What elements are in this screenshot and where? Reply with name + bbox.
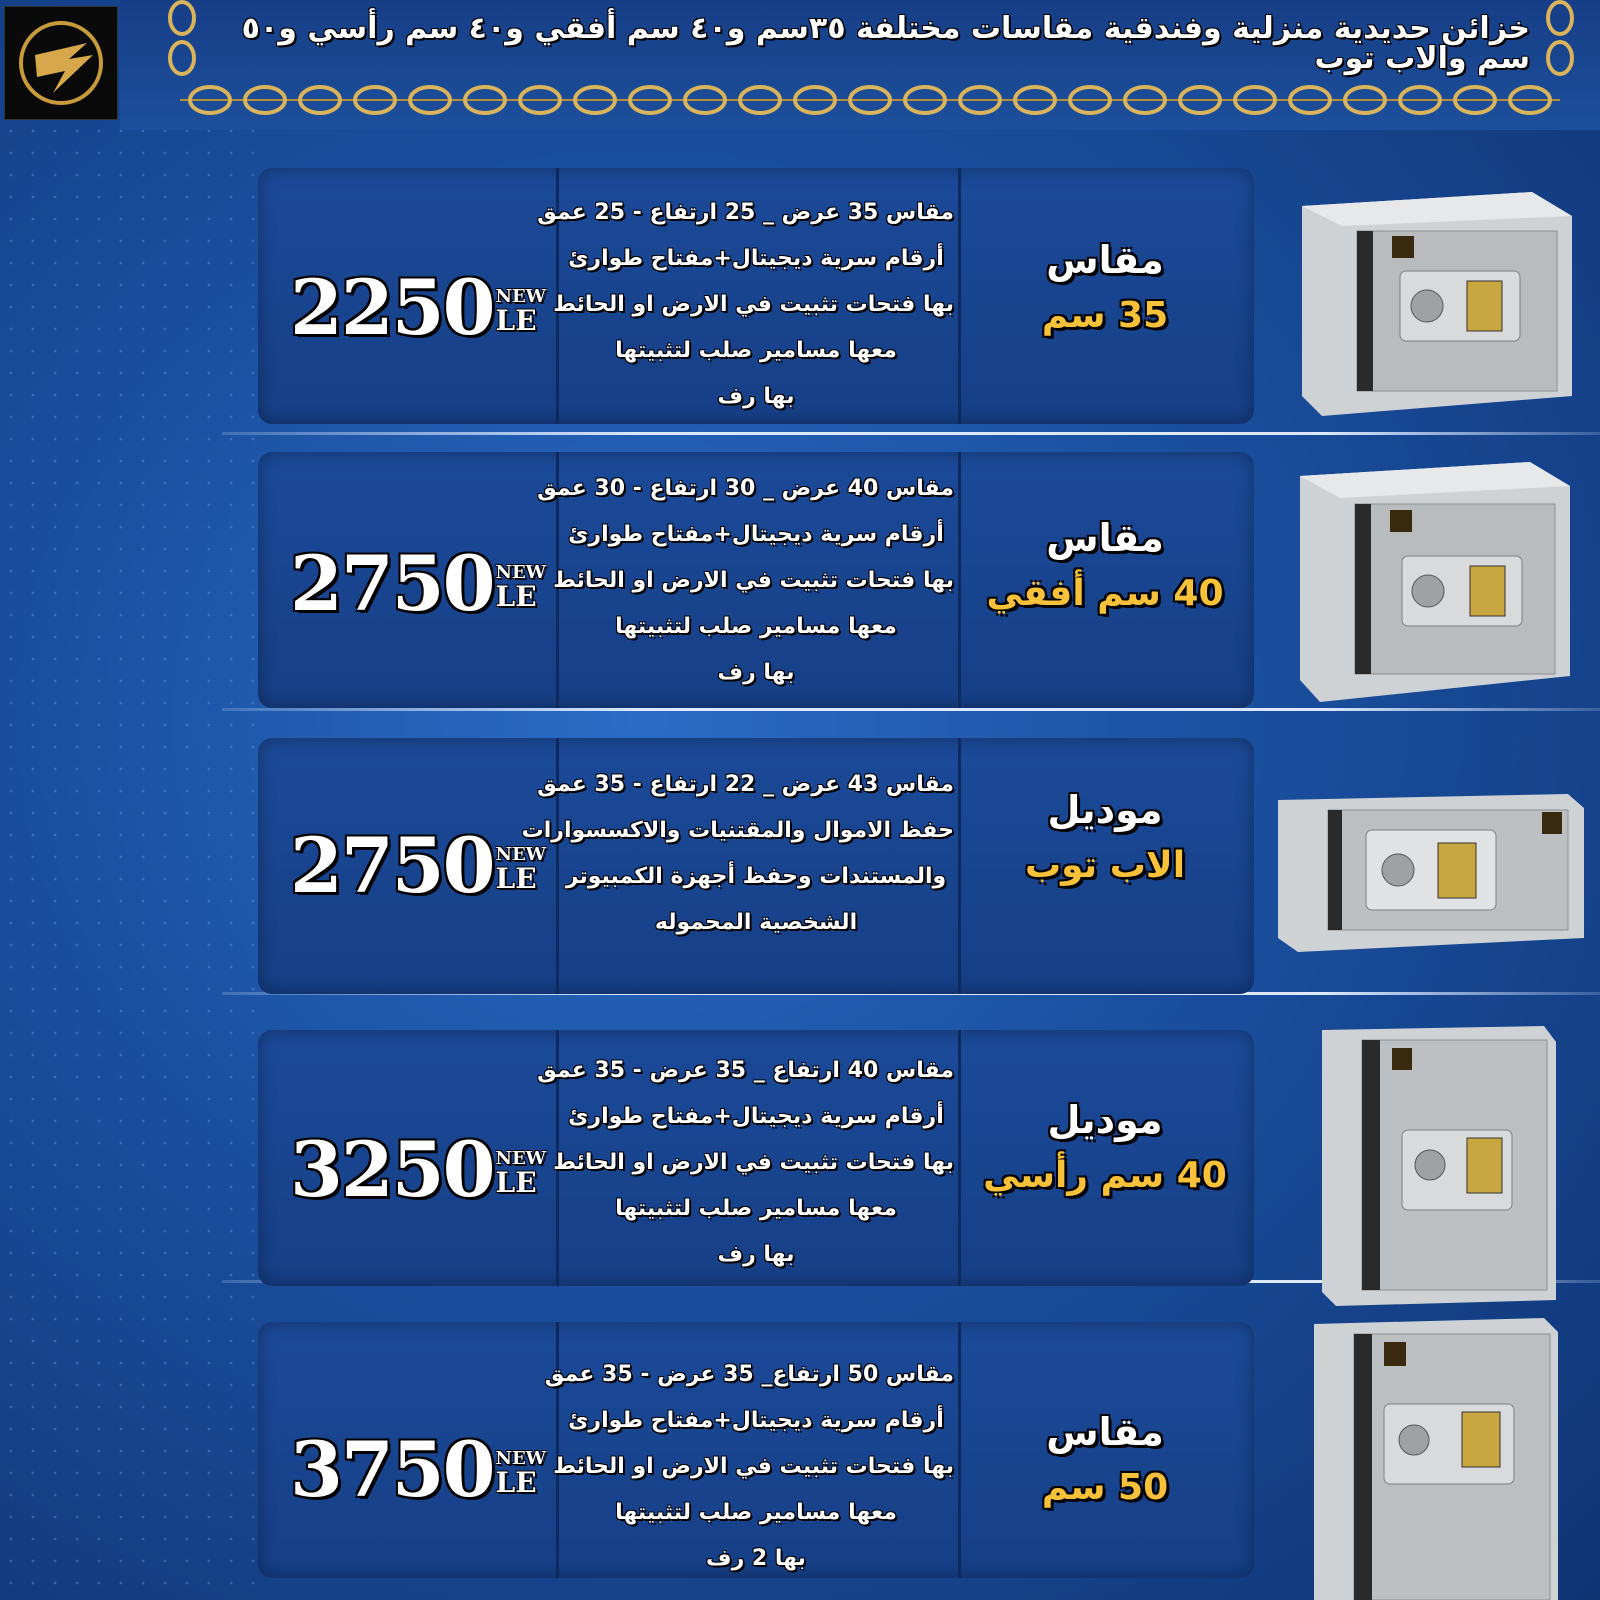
row-separator: [222, 708, 1600, 711]
desc-line: بها رف: [717, 660, 795, 685]
desc-line: بها 2 رف: [706, 1546, 806, 1571]
price-value: 2750: [290, 538, 494, 628]
label-line2: 40 سم رأسي: [983, 1155, 1227, 1196]
label-line2: 50 سم: [1041, 1467, 1169, 1508]
product-label-1: [960, 232, 1250, 344]
desc-line: أرقام سرية ديجيتال+مفتاح طوارئ: [568, 1408, 944, 1433]
safe-image-40cm-horizontal: [1280, 456, 1570, 706]
currency-new: NEW: [495, 1448, 546, 1469]
currency-new: NEW: [495, 844, 546, 865]
desc-line: مقاس 50 ارتفاع_ 35 عرض - 35 عمق: [544, 1362, 954, 1387]
currency-new: NEW: [495, 286, 546, 307]
currency-le: LE: [495, 862, 537, 895]
desc-line: أرقام سرية ديجيتال+مفتاح طوارئ: [568, 1104, 944, 1129]
desc-line: مقاس 35 عرض _ 25 ارتفاع - 25 عمق: [537, 200, 954, 225]
desc-line: أرقام سرية ديجيتال+مفتاح طوارئ: [568, 522, 944, 547]
safe-image-50cm: [1304, 1314, 1566, 1600]
label-line1: مقاس: [1046, 238, 1164, 282]
safe-image-laptop: [1268, 788, 1588, 958]
label-line2: الاب توب: [1024, 845, 1186, 886]
product-description-1: [537, 190, 954, 420]
currency-new: NEW: [495, 1148, 546, 1169]
currency-le: LE: [495, 304, 537, 337]
label-line1: موديل: [1047, 788, 1163, 832]
currency-le: LE: [495, 1166, 537, 1199]
price-value: 2250: [290, 262, 494, 352]
product-price-5: [290, 1424, 546, 1514]
product-description-5: [544, 1352, 954, 1582]
desc-line: مقاس 43 عرض _ 22 ارتفاع - 35 عمق: [537, 772, 954, 797]
desc-line: بها فتحات تثبيت في الارض او الحائط: [553, 1150, 954, 1175]
price-value: 3750: [290, 1424, 494, 1514]
label-line1: موديل: [1047, 1098, 1163, 1142]
desc-line: بها فتحات تثبيت في الارض او الحائط: [553, 1454, 954, 1479]
desc-line: بها فتحات تثبيت في الارض او الحائط: [553, 292, 954, 317]
brand-logo-icon: [13, 15, 109, 111]
desc-line: معها مسامير صلب لتثبيتها: [615, 1500, 897, 1525]
product-price-1: [290, 262, 546, 352]
desc-line: مقاس 40 ارتفاع _ 35 عرض - 35 عمق: [537, 1058, 954, 1083]
desc-line: مقاس 40 عرض _ 30 ارتفاع - 30 عمق: [537, 476, 954, 501]
desc-line: معها مسامير صلب لتثبيتها: [615, 1196, 897, 1221]
desc-line: حفظ الاموال والمقتنيات والاكسسوارات: [521, 818, 954, 843]
desc-line: الشخصية المحموله: [654, 910, 858, 935]
product-description-4: [537, 1048, 954, 1278]
product-label-4: [960, 1092, 1250, 1204]
product-description-2: [537, 466, 954, 696]
page-title: [200, 11, 1530, 76]
label-line1: مقاس: [1046, 1410, 1164, 1454]
product-price-3: [290, 820, 546, 910]
currency-new: NEW: [495, 562, 546, 583]
product-label-5: [960, 1404, 1250, 1516]
currency-le: LE: [495, 580, 537, 613]
desc-line: والمستندات وحفظ أجهزة الكمبيوتر: [565, 864, 947, 889]
label-line1: مقاس: [1046, 516, 1164, 560]
desc-line: بها رف: [717, 1242, 795, 1267]
product-price-2: [290, 538, 546, 628]
product-description-3: [521, 762, 954, 946]
background-dots: [0, 120, 260, 1600]
product-label-3: [960, 782, 1250, 894]
currency-le: LE: [495, 1466, 537, 1499]
row-separator: [222, 432, 1600, 435]
price-value: 3250: [290, 1124, 494, 1214]
label-line2: 35 سم: [1041, 295, 1169, 336]
product-price-4: [290, 1124, 546, 1214]
price-value: 2750: [290, 820, 494, 910]
safe-image-40cm-vertical: [1312, 1020, 1564, 1310]
desc-line: معها مسامير صلب لتثبيتها: [615, 614, 897, 639]
safe-image-35cm: [1282, 186, 1572, 416]
desc-line: معها مسامير صلب لتثبيتها: [615, 338, 897, 363]
desc-line: أرقام سرية ديجيتال+مفتاح طوارئ: [568, 246, 944, 271]
desc-line: بها فتحات تثبيت في الارض او الحائط: [553, 568, 954, 593]
product-label-2: [960, 510, 1250, 622]
desc-line: بها رف: [717, 384, 795, 409]
label-line2: 40 سم أفقي: [986, 573, 1224, 614]
brand-logo: [4, 6, 118, 120]
page-title-line1: خزائن حديدية منزلية وفندقية مقاسات مختلفة ٣٥سم و٤٠ سم أفقي و٤٠ سم رأسي و٥٠ سم والاب توب: [241, 11, 1530, 76]
